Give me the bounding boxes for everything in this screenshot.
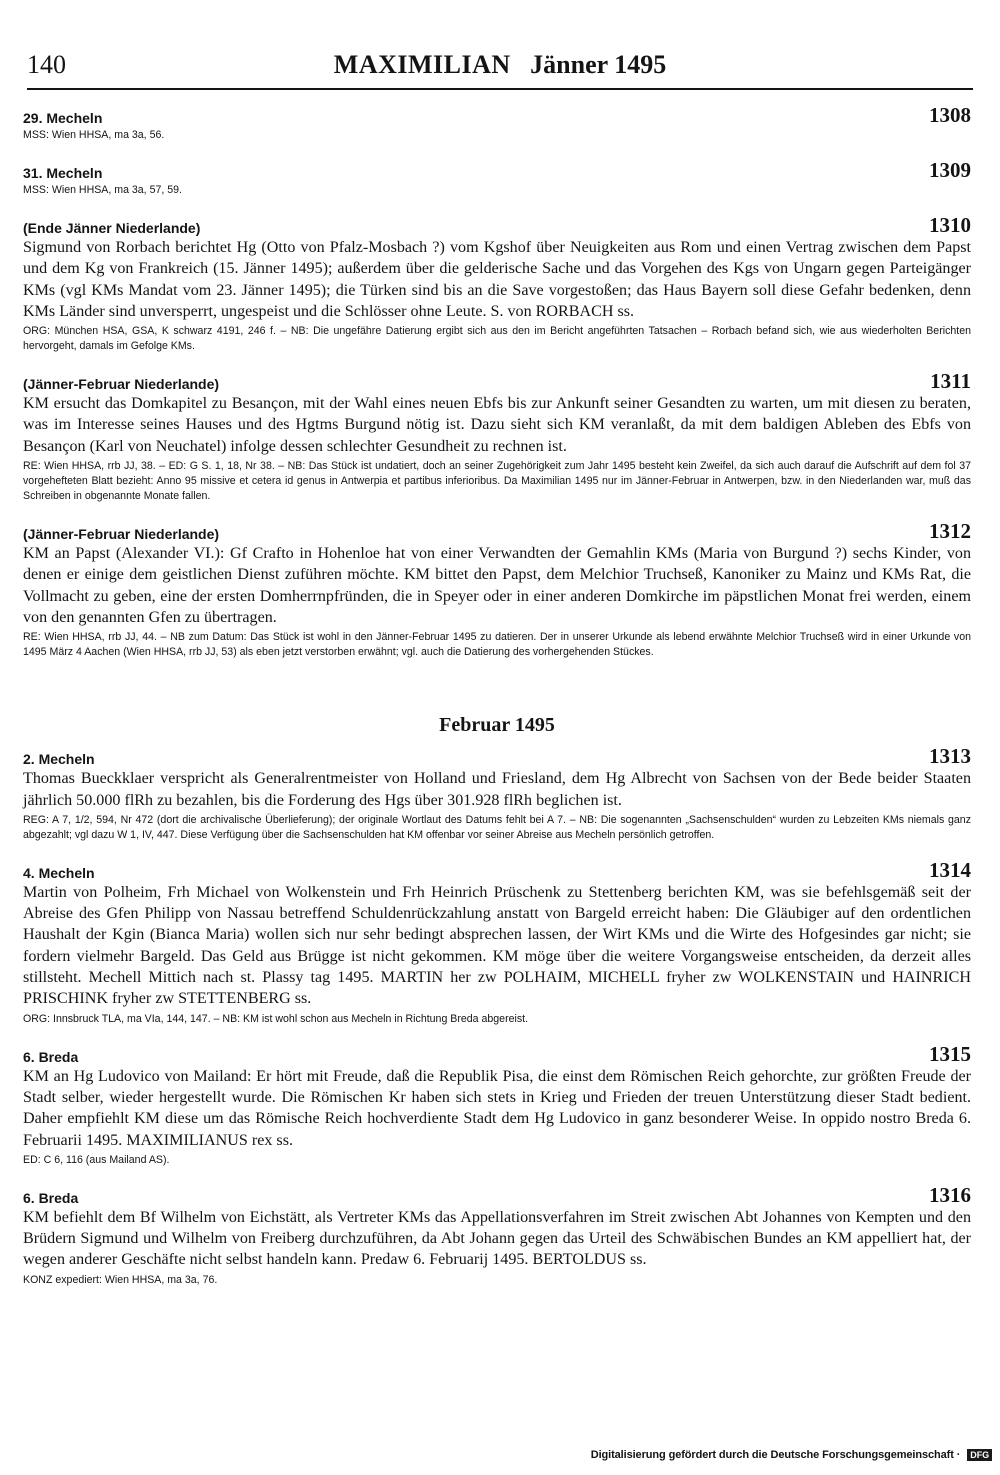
entry-note: ED: C 6, 116 (aus Mailand AS). [23,1153,170,1166]
entry-number: 1315 [929,1041,971,1066]
entry-place-date: 4. Mecheln [23,864,95,881]
entry-note: ORG: München HSA, GSA, K schwarz 4191, 246 f. – NB: Die ungefähre Datierung ergibt sich aus den im Bericht angeführten Tatsachen – Rorbach befand sich, wie aus wiederholten Berichten hervorgeht, damals im Gefolge KMs. [23,325,971,353]
entry-body: Sigmund von Rorbach berichtet Hg (Otto von Pfalz-Mosbach ?) vom Kgshof über Neuigkeiten aus Rom und einen Vertrag zwischen dem Papst und dem Kg von Frankreich (15. Jänner 1495); außerdem über die gelderische Sache und das Vorgehen des Kgs von Ungarn gegen Parteigänger KMs (vgl KMs Mandat vom 23. Jänner 1495); die Türken sind bis an die Save vorgestoßen; das Haus Bayern soll diese Gefahr bedenken, denn KMs Länder sind unversperrt, ungespeist und die Schlösser ohne Leute. S. von RORBACH ss. [23,239,971,320]
running-title [27,50,973,80]
entry-note: MSS: Wien HHSA, ma 3a, 56. [23,129,165,141]
entry-header [23,1039,971,1065]
entry-note: MSS: Wien HHSA, ma 3a, 57, 59. [23,184,182,196]
entry-1308 [23,100,971,143]
entry-header [23,741,971,767]
entry-header [23,366,971,392]
dfg-logo-icon: DFG [967,1449,992,1461]
entry-header [23,100,971,126]
entry-1314 [23,855,971,1027]
header-rule [27,88,973,90]
entry-note: ORG: Innsbruck TLA, ma VIa, 144, 147. – NB: KM ist wohl schon aus Mecheln in Richtung Breda abgereist. [23,1012,529,1025]
entry-1309 [23,155,971,198]
entry-body: KM an Hg Ludovico von Mailand: Er hört mit Freude, daß die Republik Pisa, die einst dem Römischen Reich gehorchte, zur größten Freude der Stadt selber, wieder hergestellt wurde. Die Römischen Kr haben sich stets in Krieg und Frieden der treuen Unterstützung dieser Stadt bedient. Daher empfiehlt KM diese um das Römische Reich hochverdiente Stadt dem Hg Ludovico in ganz besonderer Weise. In oppido nostro Breda 6. Februarii 1495. MAXIMILIANUS rex ss. [23,1067,971,1149]
entry-number: 1309 [929,158,971,182]
page-content [23,100,971,1300]
page-header [27,50,973,84]
entry-number: 1311 [930,369,971,394]
entry-header [23,516,971,542]
entry-body: KM an Papst (Alexander VI.): Gf Crafto in Hohenloe hat von einer Verwandten der Gemahlin KMs (Maria von Burgund ?) sechs Kinder, von denen er einige dem geistlichen Dienst zuführen möchte. KM bittet den Papst, dem Melchior Truchseß, Kanoniker zu Mainz und KMs Rat, die Vollmacht zu geben, eine der ersten Domherrnpfründen, die in Speyer oder in einer anderen Domkirche im päpstlichen Monat frei werden, einem von den genannten Gfen zu übertragen. [23,545,971,626]
entry-body: KM ersucht das Domkapitel zu Besançon, mit der Wahl eines neuen Ebfs bis zur Ankunft seiner Gesandten zu warten, um mit diesen zu beraten, was im Interesse seines Hauses und des Hgtms Burgund nötig ist. Dazu sieht sich KM veranlaßt, da mit dem baldigen Ableben des Ebfs von Besançon (Karl von Neuchatel) infolge dessen schlechter Gesundheit zu rechnen ist. [23,395,971,455]
section-title: Februar 1495 [439,714,555,737]
entry-body: Thomas Bueckklaer verspricht als Generalrentmeister von Holland und Friesland, dem Hg Albrecht von Sachsen von der Bede beider Staaten jährlich 50.000 flRh zu bezahlen, bis die Forderung des Hgs über 301.928 flRh beglichen ist. [23,770,971,809]
entry-note: RE: Wien HHSA, rrb JJ, 44. – NB zum Datum: Das Stück ist wohl in den Jänner-Februar 1495 zu datieren. Der in unserer Urkunde als lebend erwähnte Melchior Truchseß wird in einer Urkunde von 1495 März 4 Aachen (Wien HHSA, rrb JJ, 53) als eben jetzt verstorben erwähnt; vgl. auch die Datierung des vorhergehenden Stückes. [23,631,971,659]
entry-place-date: 6. Breda [23,1189,79,1206]
entry-1310 [23,210,971,354]
entry-place-date: 6. Breda [23,1048,79,1065]
entry-note: REG: A 7, 1/2, 594, Nr 472 (dort die archivalische Überlieferung); der originale Wortlaut des Datums fehlt bei A 7. – NB: Die sogenannten „Sachsenschulden“ wurden zu Lebzeiten KMs niemals ganz abgezahlt; vgl dazu W 1, IV, 447. Diese Verfügung über die Sachsenschulden hat KM offenbar vor seiner Abreise aus Mecheln persönlich getroffen. [23,813,971,841]
entry-1316 [23,1180,971,1288]
entry-place-date: 2. Mecheln [23,751,95,768]
entry-place-date: 29. Mecheln [23,110,103,126]
entry-place-date: (Jänner-Februar Niederlande) [23,526,220,543]
entry-header [23,855,971,881]
entry-number: 1313 [929,744,971,769]
entry-body: KM befiehlt dem Bf Wilhelm von Eichstätt, als Vertreter KMs das Appellationsverfahren im Streit zwischen Abt Johannes von Kempten und den Brüdern Sigmund und Wilhelm von Freiberg durchzuführen, da Abt Johann gegen das Urteil des Schwäbischen Bundes an KM appelliert hat, der wegen anderer Geschäfte nicht selbst handeln kann. Predaw 6. Februarij 1495. BERTOLDUS ss. [23,1208,971,1269]
entry-body: Martin von Polheim, Frh Michael von Wolkenstein und Frh Heinrich Prüschenk zu Stettenberg berichten KM, was sie befehlsgemäß seit der Abreise des Gfen Philipp von Nassau betreffend Schuldenrückzahlung anstatt von Bargeld erreicht haben: Die Gläubiger auf den ordentlichen Haushalt der Kgin (Bianca Maria) wollen sich nur sehr bedingt absprechen lassen, der Wirt KMs und die Wirte des Hofgesindes gar nicht; sie fordern vielmehr Bargeld. Das Geld aus Brügge ist nicht gekommen. KM möge über die weitere Vorgangsweise entscheiden, da derzeit alles stillsteht. Mechell Mittich nach st. Plassy tag 1495. MARTIN her zw POLHAIM, MICHELL fryher zw WOLKENSTAIN und HAINRICH PRISCHINK fryher zw STETTENBERG ss. [23,883,971,1008]
entry-number: 1314 [929,857,971,882]
entry-number: 1312 [929,519,971,544]
funding-text: Digitalisierung gefördert durch die Deutsche Forschungsgemeinschaft · [590,1449,961,1461]
entry-header [23,210,971,236]
entry-number: 1316 [929,1182,971,1207]
entry-place-date: 31. Mecheln [23,165,103,181]
entry-1312 [23,516,971,660]
entry-header [23,1180,971,1206]
entry-place-date: (Ende Jänner Niederlande) [23,220,201,236]
entry-note: RE: Wien HHSA, rrb JJ, 38. – ED: G S. 1, 18, Nr 38. – NB: Das Stück ist undatiert, doch an seiner Zugehörigkeit zum Jahr 1495 besteht kein Zweifel, da sich auch darauf die Aufschrift auf dem fol 37 vorgehefteten Blatt bezieht: Anno 95 missive et cetera id genus in Antwerpia et partibus inferioribus. Da Maximilian 1495 nur im Jänner-Februar in Antwerpen, bzw. in den Niederlanden war, muß das Schreiben in obgenannte Monate fallen. [23,460,971,503]
entry-note: KONZ expediert: Wien HHSA, ma 3a, 76. [23,1273,218,1286]
entry-place-date: (Jänner-Februar Niederlande) [23,376,220,393]
running-title-name: MAXIMILIAN [333,50,511,79]
entry-header [23,155,971,181]
entry-number: 1308 [929,103,971,127]
entry-number: 1310 [929,213,971,237]
entry-1313 [23,741,971,843]
entry-1315 [23,1039,971,1168]
running-title-date: Jänner 1495 [530,50,667,79]
page-number: 140 [27,50,66,79]
entry-1311 [23,366,971,504]
funding-footer [591,1449,992,1461]
